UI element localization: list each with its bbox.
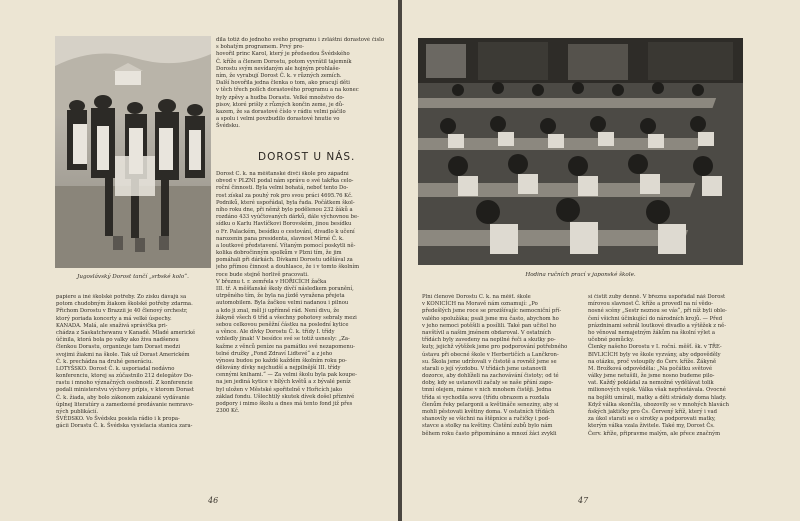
text-line: ŠVÉDSKO. Vo Švédsku posiela rádio i k propa-	[56, 416, 180, 423]
text-line: v těch třech polích dorastového programu a na konec	[216, 87, 359, 94]
text-line: jeho přímou činnost a douhlasce, že i v tomto školním	[216, 264, 360, 271]
text-line: utrpěného tím, že byla na jízdě vyražena přejeta	[216, 293, 345, 300]
text-line: úplnej literatúry a zamedzené predávanie nemravo-	[56, 401, 194, 408]
folk-dancers-photo-icon	[55, 36, 211, 268]
text-line: rastu i mnoho význačných osobností. Z konferencie	[56, 380, 193, 387]
right-col-1	[422, 294, 579, 438]
text-line: Dorostu svým nevídaným ale hojným prohlaše-	[216, 65, 341, 72]
text-line: podpory i mimo školu a dnes má tento fond již přes	[216, 401, 353, 407]
text-line: v KONICÍCH na Moravě nám oznamují: „Po	[422, 301, 538, 308]
text-line: Členky našeho Dorostu v I. roční. měšť. šk. v TŘE-	[588, 344, 722, 351]
text-line: Dorost Č. k. na měšťanské dívčí škole pro západní	[216, 171, 349, 177]
text-line: 2300 Kč.	[216, 408, 240, 415]
section-heading: DOROST U NÁS.	[258, 151, 356, 163]
left-col-right-bottom	[216, 171, 384, 415]
text-line: učebné pomůcky.	[588, 337, 634, 344]
text-line: kterým válka vzala živitele. Také my, Dorost Čs.	[588, 423, 715, 430]
text-line: třída si vychodila sovu (třídu obrazem a rozdala	[422, 394, 550, 401]
text-line: základ fondu. Ušlechtilý skutek dívek došel příznivé	[216, 393, 355, 400]
text-line: milionových vojsk. Válka však nepřestávala. Ovocné	[588, 387, 726, 394]
right-photo-caption: Hodina ručních prací v japonské škole.	[525, 272, 636, 278]
text-line: kažme z věnců peníze na památku své nezapomenu-	[216, 343, 355, 350]
text-line: hovořil princ Karol, který je předsedou Švédského	[216, 51, 350, 58]
text-line: ňských jaktičky pro Čs. Červený kříž, který i vad	[588, 409, 717, 415]
text-line: dozorce, aby dohlíželi na zachovávání čistoty; od té	[422, 373, 559, 380]
text-line: svojimi žiakmi na škole. Tak už Dorast Americkém	[56, 351, 190, 358]
text-line: su. Škola jsme udržovali v čistotě a rovněž jsme se	[422, 358, 557, 365]
text-line: podali ministerstvu výchovy prípis, v ktorom Dorast	[56, 387, 194, 394]
text-line: konferenciu, ktorej sa zúčastnilo 212 delegátov Do-	[56, 373, 194, 380]
text-line: III. tř. A měšťanské školy dívčí následkem poranění,	[216, 286, 354, 292]
left-page	[0, 0, 398, 521]
text-line: papiere a iné školské potřeby. Zo zisku dávajú sa	[56, 294, 187, 300]
left-col-right-top	[216, 37, 384, 130]
text-line: a věnce. Ale dívky Dorostu Č. k. třídy I. třídy	[216, 329, 335, 336]
text-line: telné družky „Fond Zdraví Lidtevé“ a z jeho	[216, 350, 333, 357]
text-line: roce bude stejně horlivě pracovati.	[216, 271, 309, 278]
text-line: v jeho nemoci potěšili a posílili. Také pan učitel ho	[422, 322, 557, 329]
classroom-photo-icon	[418, 38, 743, 265]
text-line: narozenin pana presidenta, slavnost Mírné Č. k.	[216, 235, 344, 242]
left-col-left-bottom	[56, 294, 211, 431]
text-line: nosné scény „Sestr neznou se vás“, při níž byli oble-	[588, 308, 727, 315]
right-page	[402, 0, 800, 521]
text-line: Švédsku.	[216, 123, 240, 130]
page-number-left: 46	[208, 496, 219, 505]
text-line: prázdninami sehrál loutkové divadlo a výtěžek z ně-	[588, 322, 726, 329]
text-line: starali o její výzdobu. V třídách jsme ustanovili	[422, 365, 547, 372]
text-line: pomáhali při dárkách. Dívkami Dorostu udělával za	[216, 257, 353, 264]
text-line: cennými knihami.“ — Za velmi školu byla pak koupe-	[216, 372, 357, 379]
text-line: dělovány dívky nejchudší a nejpilnější III. třídy	[216, 365, 341, 372]
text-line: žákyně všech 6 tříd a všechny pohotovy sebraly mezi	[216, 314, 357, 321]
text-line: stavce a stolky na květiny. Čistění zubů bylo nám	[422, 423, 553, 430]
text-line: pisov, ktoré prišly z různých končin zeme, je dů-	[216, 101, 344, 108]
text-line: třídách byly zavedeny na nepilné řeči a skutky po-	[422, 337, 556, 344]
text-line: kazem, že sa dorastové číslo v rádiu velmi páčilo	[216, 108, 346, 115]
text-line: a kdo ji znal, měl ji upřímně rád. Není divu, že	[216, 307, 340, 314]
text-line: gácii Dorastu Č. k. Švédska vysielacia stanica zara-	[56, 423, 193, 430]
text-line: sebou celkovou peněžní částku na poslední kytice	[216, 321, 349, 328]
text-line: ústavu při obecné škole v Herbertičích a Lančkron-	[422, 351, 559, 358]
text-line: ných publikácií.	[56, 409, 99, 415]
text-line: a spolu i velmi povzbudilo dorastové hnutie vo	[216, 116, 340, 123]
text-line: byl uložen v Městské spořitelně v Hořicích jako	[216, 386, 343, 393]
text-line: rozdáno 433 vyúčtovaných dárků, dále výchovnou be-	[216, 214, 359, 221]
text-line: kolika dobročinným spolkům v Plzni tím, že jim	[216, 250, 342, 257]
text-line: Další hovořila jedna členka o tom, ako pracují děti	[216, 80, 350, 87]
text-line: M. Brožková odpověděla: „Na počátku světové	[588, 365, 713, 372]
classroom-photo	[418, 38, 743, 265]
text-line: Plní členové Dorostu Č. k. na měšť. škole	[422, 294, 531, 300]
text-line: automobilem. Byla žačkou velmi nadanou i pilnou	[216, 300, 349, 307]
text-line: mohli pěstovati květiny doma. V ostatních třídách	[422, 409, 555, 415]
left-photo-caption: Jugoslávský Dorost tančí „srbské kolo“.	[77, 274, 189, 280]
text-line: Č. kříže a členem Dorostu, potom vyvrátil tajemník	[216, 58, 352, 65]
text-line: předešlých jsme roce se prozišívajíc nemocniční pří-	[422, 308, 562, 315]
text-line: Když válka skončila, ubozovily se v mnohých hlavách	[588, 401, 729, 408]
text-line: kuty, jejichž výtěžek jsme pro podporování potřebného	[422, 344, 568, 351]
text-line: na bojišti umírali, matky a děti strádaly doma hlady.	[588, 394, 727, 401]
text-line: valého spolužáka; psali jsme mu často, abychom ho	[422, 315, 559, 322]
text-line: o Fr. Palackém, besídku o cestování, divadlo k učení	[216, 228, 355, 235]
text-line: Přichom Dorostu v Brazzii je 40 členový orchestr,	[56, 308, 188, 315]
text-line: členkou Dorastu, organizuje tam Dorast medzi	[56, 344, 181, 351]
text-line: LOTYŠSKO. Dorost Č. k. usporiadal nedávno	[56, 365, 175, 372]
text-line: byly zpěvy a hudba Dorastu. Velké množstvo do-	[216, 94, 345, 101]
text-line: vat. Každý pokládal za nemožné vydělávat tolik	[588, 380, 714, 387]
text-line: během roku často připomínáno a mnozí žáci zvykli	[422, 430, 557, 437]
text-line: tmní olejem, máme v nich mnohem čistěji. Jedna	[422, 387, 552, 394]
text-line: ního roku dne, při němž bylo podělenou 232 žáků a	[216, 206, 353, 213]
text-line: BIVLICÍCH byly ve škole vyzvány, aby odpověděly	[588, 351, 721, 358]
text-line: Červ. kříže, připravme malým, ale přece značným	[588, 430, 721, 437]
text-line: členům řeky pelargonii a květináče seneziny, aby si	[422, 401, 559, 408]
text-line: výnosu budou po každé každém školním roku po-	[216, 357, 347, 364]
text-line: Podniků, které uspořádal, byla řada. Počátkem škol-	[216, 199, 355, 206]
text-line: ho věnoval nemajetným žákům na školní výlet a	[588, 329, 716, 336]
text-line: a loutkové představení. Vítaným pomocí poskytli ně-	[216, 242, 356, 249]
text-line: V březnu t. r. zemřela v HOŘICÍCH žačka	[216, 278, 327, 285]
text-line: čení všichni účinkující do národních krojů. — Před	[588, 315, 723, 322]
text-line: války jsme netušili, že jsme nosno budeme pilo-	[588, 373, 715, 380]
text-line: ním, že vyrabují Dorost Č. k. v různých zemích.	[216, 72, 342, 79]
text-line: navštívil a našim jménem obdaroval. V ostatních	[422, 329, 551, 336]
text-line: rost získal za pouhý rok pro svou práci 4695.76 Kč.	[216, 192, 353, 199]
text-line: dila totiž do jednoho svého programu i zvláštní dorastové číslo s bohatým programem. Prvý pre-	[216, 37, 384, 51]
text-line: ktorý poriada koncerty a má velké úspechy.	[56, 315, 172, 322]
page-number-right: 47	[578, 496, 589, 505]
text-line: KANADA. Malá, ale snaživá správička pri-	[56, 322, 168, 329]
text-line: Č. k. prechádza na druhé generáciu.	[56, 358, 153, 365]
text-line: shanovíly se všichni na štěpnice a ručičky i pod-	[422, 416, 550, 423]
text-line: Č. k. žiada, aby bolo zákonom zakázané vydávanie	[56, 394, 190, 401]
text-line: mírovou slavnost Č. kříže a provedl na ní vědo-	[588, 301, 713, 308]
folk-dancers-photo	[55, 36, 211, 268]
right-col-2	[588, 294, 745, 438]
text-line: potom chudobným žiakom školské potřeby zdarma.	[56, 301, 193, 308]
text-line: vzhledly jinak! V besídce své se totiž usnesly: „Za-	[216, 336, 350, 343]
text-line: na otázku, proč vstoupily do Červ. kříže. Žákyně	[588, 358, 717, 365]
text-line: sídku o Karlu Havlíčkovi Borovském, jinou besídku	[216, 221, 352, 228]
text-line: si čistit zuby denně. V březnu uspořádal náš Dorost	[588, 294, 726, 300]
text-line: za úkol starati se o sirotky a podporovati matky,	[588, 416, 716, 423]
text-line: chádza z Saskatchewanu v Kanadě. Mladé americké	[56, 329, 196, 336]
text-line: na jen jediná kytice v bílých květů a z bývalé peníz	[216, 379, 351, 386]
text-line: roční činnosti. Byla velmi bohatá, neboť tento Do-	[216, 185, 349, 192]
text-line: doby, kdy se ustanovili začaly se naše přání zapo-	[422, 380, 554, 387]
text-line: účinila, ktorá bola po valky ako živa nadšenou	[56, 337, 179, 344]
text-line: obvod v PLZNI podal nám správu o své takřka celo-	[216, 178, 354, 185]
